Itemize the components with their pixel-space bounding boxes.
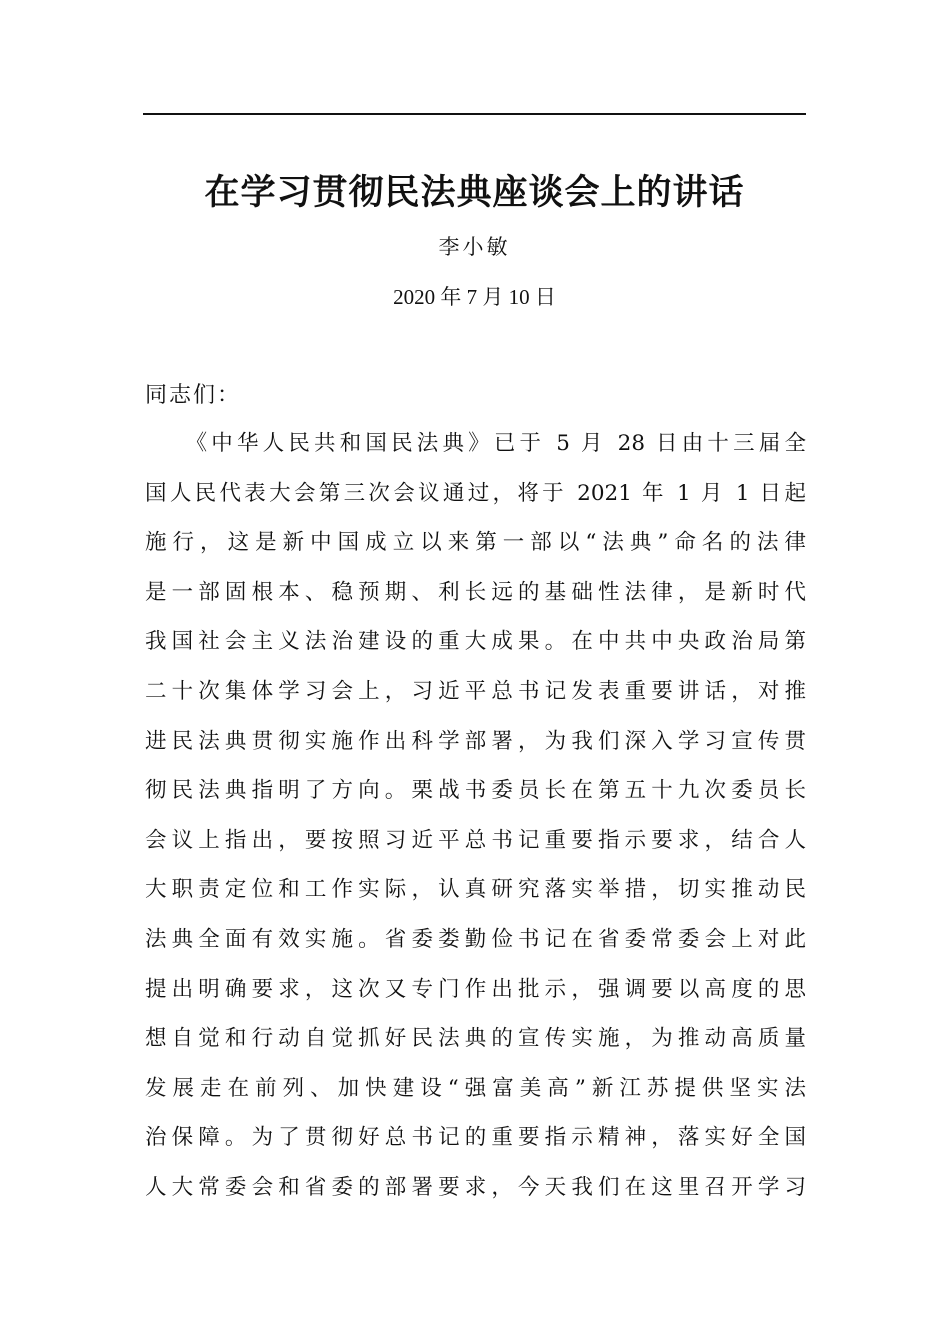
body-line: 我国社会主义法治建设的重大成果。在中共中央政治局第 xyxy=(145,629,806,655)
body-line: 二十次集体学习会上，习近平总书记发表重要讲话，对推 xyxy=(145,678,806,704)
salutation: 同志们： xyxy=(145,383,242,408)
body-line: 发展走在前列、加快建设“强富美高”新江苏提供坚实法 xyxy=(145,1075,806,1101)
body-line: 会议上指出，要按照习近平总书记重要指示要求，结合人 xyxy=(145,827,806,853)
body-line: 是一部固根本、稳预期、利长远的基础性法律，是新时代 xyxy=(145,579,806,605)
header-divider xyxy=(143,113,806,115)
body-line: 治保障。为了贯彻好总书记的重要指示精神，落实好全国 xyxy=(145,1125,806,1151)
document-date: 2020 年 7 月 10 日 xyxy=(393,285,556,309)
body-line: 国人民代表大会第三次会议通过，将于 2021 年 1 月 1 日起 xyxy=(145,480,806,506)
body-line: 彻民法典指明了方向。栗战书委员长在第五十九次委员长 xyxy=(145,778,806,804)
body-line: 想自觉和行动自觉抓好民法典的宣传实施，为推动高质量 xyxy=(145,1026,806,1052)
document-author: 李小敏 xyxy=(438,235,511,259)
body-line: 施行，这是新中国成立以来第一部以“法典”命名的法律 xyxy=(145,530,806,556)
body-line: 人大常委会和省委的部署要求，今天我们在这里召开学习 xyxy=(145,1174,806,1200)
speech-body xyxy=(145,428,806,1222)
body-line: 进民法典贯彻实施作出科学部署，为我们深入学习宣传贯 xyxy=(145,728,806,754)
body-line: 提出明确要求，这次又专门作出批示，强调要以高度的思 xyxy=(145,976,806,1002)
body-line: 大职责定位和工作实际，认真研究落实举措，切实推动民 xyxy=(145,877,806,903)
body-line: 法典全面有效实施。省委娄勤俭书记在省委常委会上对此 xyxy=(145,926,806,952)
body-line: 《中华人民共和国民法典》已于 5 月 28 日由十三届全 xyxy=(145,431,806,456)
document-title: 在学习贯彻民法典座谈会上的讲话 xyxy=(204,172,745,213)
